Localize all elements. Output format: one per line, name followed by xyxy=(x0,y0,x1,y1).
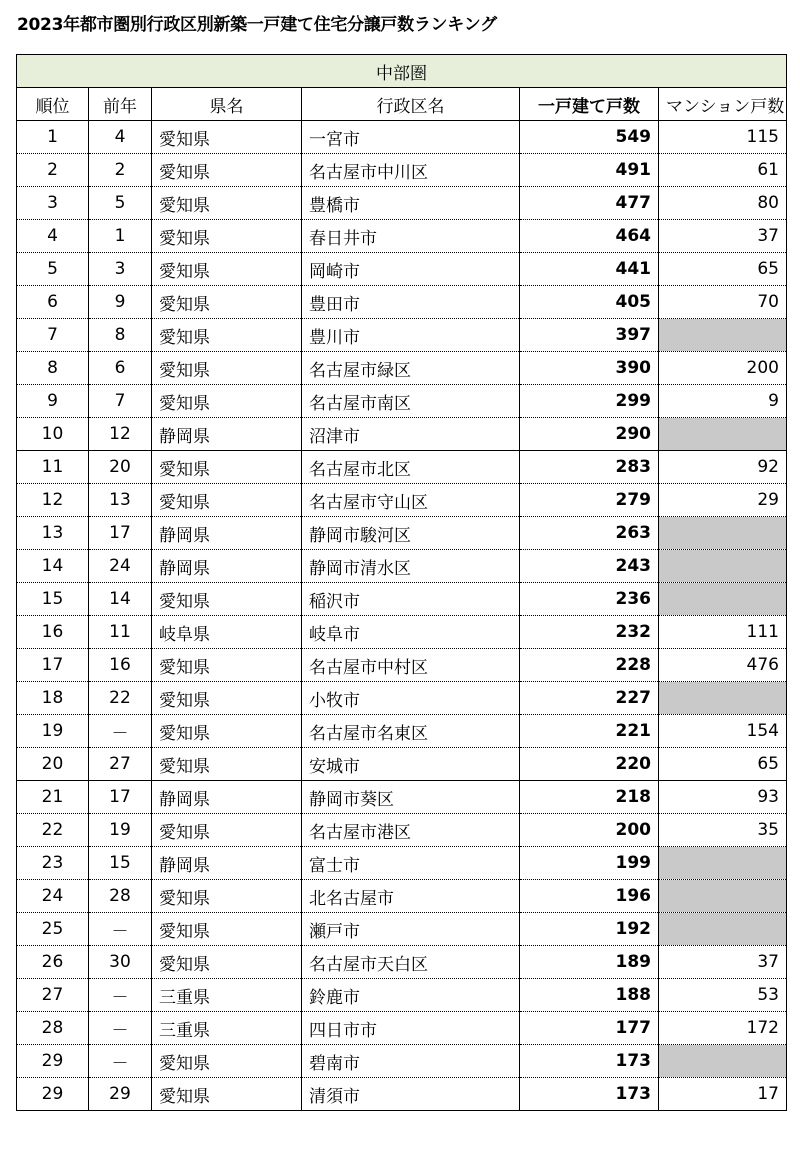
prefecture-cell: 三重県 xyxy=(152,979,302,1012)
house-count-cell: 299 xyxy=(520,385,659,418)
table-row xyxy=(17,187,787,220)
district-cell: 一宮市 xyxy=(302,121,520,154)
prefecture-cell: 愛知県 xyxy=(152,385,302,418)
prev-year-cell: 12 xyxy=(89,418,152,451)
condo-count-cell: 9 xyxy=(659,385,787,418)
rank-cell: 23 xyxy=(17,847,89,880)
condo-count-cell xyxy=(659,418,787,451)
prefecture-cell: 愛知県 xyxy=(152,220,302,253)
table-row xyxy=(17,517,787,550)
district-cell: 稲沢市 xyxy=(302,583,520,616)
district-cell: 静岡市駿河区 xyxy=(302,517,520,550)
house-count-cell: 173 xyxy=(520,1045,659,1078)
district-cell: 名古屋市中川区 xyxy=(302,154,520,187)
district-cell: 春日井市 xyxy=(302,220,520,253)
house-count-cell: 227 xyxy=(520,682,659,715)
rank-cell: 18 xyxy=(17,682,89,715)
rank-cell: 8 xyxy=(17,352,89,385)
rank-cell: 19 xyxy=(17,715,89,748)
house-count-cell: 221 xyxy=(520,715,659,748)
district-cell: 名古屋市中村区 xyxy=(302,649,520,682)
district-cell: 碧南市 xyxy=(302,1045,520,1078)
prev-year-cell: － xyxy=(89,913,152,946)
table-row xyxy=(17,814,787,847)
col-header-rank: 順位 xyxy=(17,88,89,121)
district-cell: 静岡市清水区 xyxy=(302,550,520,583)
ranking-table xyxy=(16,54,787,1111)
table-row xyxy=(17,484,787,517)
prev-year-cell: 29 xyxy=(89,1078,152,1111)
table-row xyxy=(17,847,787,880)
condo-count-cell: 61 xyxy=(659,154,787,187)
prefecture-cell: 岐阜県 xyxy=(152,616,302,649)
condo-count-cell xyxy=(659,550,787,583)
house-count-cell: 173 xyxy=(520,1078,659,1111)
district-cell: 静岡市葵区 xyxy=(302,781,520,814)
condo-count-cell: 17 xyxy=(659,1078,787,1111)
condo-count-cell: 476 xyxy=(659,649,787,682)
condo-count-cell xyxy=(659,880,787,913)
house-count-cell: 220 xyxy=(520,748,659,781)
district-cell: 豊田市 xyxy=(302,286,520,319)
prefecture-cell: 静岡県 xyxy=(152,517,302,550)
rank-cell: 14 xyxy=(17,550,89,583)
house-count-cell: 397 xyxy=(520,319,659,352)
table-row xyxy=(17,1045,787,1078)
prefecture-cell: 愛知県 xyxy=(152,649,302,682)
house-count-cell: 243 xyxy=(520,550,659,583)
district-cell: 名古屋市緑区 xyxy=(302,352,520,385)
condo-count-cell: 115 xyxy=(659,121,787,154)
prev-year-cell: 20 xyxy=(89,451,152,484)
prev-year-cell: 3 xyxy=(89,253,152,286)
rank-cell: 3 xyxy=(17,187,89,220)
district-cell: 富士市 xyxy=(302,847,520,880)
prefecture-cell: 静岡県 xyxy=(152,550,302,583)
house-count-cell: 405 xyxy=(520,286,659,319)
col-header-condo-count: マンション戸数 xyxy=(659,88,787,121)
rank-cell: 29 xyxy=(17,1045,89,1078)
col-header-district: 行政区名 xyxy=(302,88,520,121)
table-row xyxy=(17,946,787,979)
house-count-cell: 549 xyxy=(520,121,659,154)
prev-year-cell: 16 xyxy=(89,649,152,682)
table-row xyxy=(17,715,787,748)
district-cell: 名古屋市南区 xyxy=(302,385,520,418)
prev-year-cell: 1 xyxy=(89,220,152,253)
house-count-cell: 200 xyxy=(520,814,659,847)
prefecture-cell: 愛知県 xyxy=(152,880,302,913)
condo-count-cell: 200 xyxy=(659,352,787,385)
rank-cell: 7 xyxy=(17,319,89,352)
rank-cell: 21 xyxy=(17,781,89,814)
condo-count-cell xyxy=(659,319,787,352)
prev-year-cell: 9 xyxy=(89,286,152,319)
prev-year-cell: － xyxy=(89,1012,152,1045)
house-count-cell: 188 xyxy=(520,979,659,1012)
condo-count-cell: 29 xyxy=(659,484,787,517)
district-cell: 瀬戸市 xyxy=(302,913,520,946)
table-row xyxy=(17,583,787,616)
table-row xyxy=(17,748,787,781)
prefecture-cell: 愛知県 xyxy=(152,583,302,616)
prefecture-cell: 愛知県 xyxy=(152,187,302,220)
table-row xyxy=(17,220,787,253)
district-cell: 北名古屋市 xyxy=(302,880,520,913)
table-row xyxy=(17,121,787,154)
rank-cell: 1 xyxy=(17,121,89,154)
rank-cell: 26 xyxy=(17,946,89,979)
prev-year-cell: 13 xyxy=(89,484,152,517)
house-count-cell: 192 xyxy=(520,913,659,946)
prev-year-cell: － xyxy=(89,715,152,748)
prev-year-cell: － xyxy=(89,1045,152,1078)
rank-cell: 5 xyxy=(17,253,89,286)
house-count-cell: 491 xyxy=(520,154,659,187)
table-row xyxy=(17,286,787,319)
rank-cell: 13 xyxy=(17,517,89,550)
prefecture-cell: 愛知県 xyxy=(152,1078,302,1111)
house-count-cell: 464 xyxy=(520,220,659,253)
condo-count-cell xyxy=(659,913,787,946)
prev-year-cell: 22 xyxy=(89,682,152,715)
rank-cell: 22 xyxy=(17,814,89,847)
rank-cell: 17 xyxy=(17,649,89,682)
house-count-cell: 283 xyxy=(520,451,659,484)
district-cell: 清須市 xyxy=(302,1078,520,1111)
prev-year-cell: 8 xyxy=(89,319,152,352)
condo-count-cell xyxy=(659,1045,787,1078)
prev-year-cell: － xyxy=(89,979,152,1012)
col-header-prefecture: 県名 xyxy=(152,88,302,121)
prefecture-cell: 愛知県 xyxy=(152,154,302,187)
prefecture-cell: 愛知県 xyxy=(152,484,302,517)
house-count-cell: 189 xyxy=(520,946,659,979)
col-header-prev-year: 前年 xyxy=(89,88,152,121)
rank-cell: 27 xyxy=(17,979,89,1012)
house-count-cell: 441 xyxy=(520,253,659,286)
table-row xyxy=(17,649,787,682)
prefecture-cell: 愛知県 xyxy=(152,814,302,847)
condo-count-cell xyxy=(659,682,787,715)
prefecture-cell: 愛知県 xyxy=(152,451,302,484)
condo-count-cell: 37 xyxy=(659,946,787,979)
district-cell: 豊川市 xyxy=(302,319,520,352)
condo-count-cell: 92 xyxy=(659,451,787,484)
district-cell: 鈴鹿市 xyxy=(302,979,520,1012)
rank-cell: 12 xyxy=(17,484,89,517)
rank-cell: 10 xyxy=(17,418,89,451)
condo-count-cell: 65 xyxy=(659,253,787,286)
region-header: 中部圏 xyxy=(17,55,787,88)
district-cell: 豊橋市 xyxy=(302,187,520,220)
prev-year-cell: 19 xyxy=(89,814,152,847)
house-count-cell: 177 xyxy=(520,1012,659,1045)
rank-cell: 9 xyxy=(17,385,89,418)
prev-year-cell: 6 xyxy=(89,352,152,385)
prefecture-cell: 愛知県 xyxy=(152,253,302,286)
condo-count-cell: 53 xyxy=(659,979,787,1012)
table-row xyxy=(17,352,787,385)
district-cell: 名古屋市天白区 xyxy=(302,946,520,979)
condo-count-cell: 65 xyxy=(659,748,787,781)
prefecture-cell: 愛知県 xyxy=(152,121,302,154)
district-cell: 沼津市 xyxy=(302,418,520,451)
rank-cell: 15 xyxy=(17,583,89,616)
prev-year-cell: 17 xyxy=(89,781,152,814)
condo-count-cell xyxy=(659,517,787,550)
prev-year-cell: 15 xyxy=(89,847,152,880)
prefecture-cell: 愛知県 xyxy=(152,946,302,979)
table-row xyxy=(17,682,787,715)
prev-year-cell: 28 xyxy=(89,880,152,913)
house-count-cell: 390 xyxy=(520,352,659,385)
table-row xyxy=(17,913,787,946)
district-cell: 安城市 xyxy=(302,748,520,781)
district-cell: 岡崎市 xyxy=(302,253,520,286)
prev-year-cell: 27 xyxy=(89,748,152,781)
prefecture-cell: 愛知県 xyxy=(152,1045,302,1078)
prefecture-cell: 静岡県 xyxy=(152,781,302,814)
col-header-house-count: 一戸建て戸数 xyxy=(520,88,659,121)
prev-year-cell: 14 xyxy=(89,583,152,616)
table-row xyxy=(17,451,787,484)
page-title: 2023年都市圏別行政区別新築一戸建て住宅分譲戸数ランキング xyxy=(17,15,497,35)
house-count-cell: 279 xyxy=(520,484,659,517)
table-row xyxy=(17,1012,787,1045)
district-cell: 小牧市 xyxy=(302,682,520,715)
rank-cell: 16 xyxy=(17,616,89,649)
table-row xyxy=(17,154,787,187)
condo-count-cell xyxy=(659,847,787,880)
prev-year-cell: 30 xyxy=(89,946,152,979)
prefecture-cell: 愛知県 xyxy=(152,913,302,946)
house-count-cell: 477 xyxy=(520,187,659,220)
table-row xyxy=(17,781,787,814)
rank-cell: 2 xyxy=(17,154,89,187)
table-row xyxy=(17,550,787,583)
prefecture-cell: 愛知県 xyxy=(152,715,302,748)
rank-cell: 4 xyxy=(17,220,89,253)
prefecture-cell: 愛知県 xyxy=(152,352,302,385)
house-count-cell: 290 xyxy=(520,418,659,451)
condo-count-cell: 35 xyxy=(659,814,787,847)
district-cell: 名古屋市港区 xyxy=(302,814,520,847)
district-cell: 四日市市 xyxy=(302,1012,520,1045)
prefecture-cell: 静岡県 xyxy=(152,847,302,880)
condo-count-cell: 93 xyxy=(659,781,787,814)
prefecture-cell: 愛知県 xyxy=(152,748,302,781)
condo-count-cell: 37 xyxy=(659,220,787,253)
table-row xyxy=(17,616,787,649)
table-row xyxy=(17,253,787,286)
prev-year-cell: 17 xyxy=(89,517,152,550)
column-header-row xyxy=(17,88,787,121)
table-row xyxy=(17,880,787,913)
rank-cell: 28 xyxy=(17,1012,89,1045)
district-cell: 名古屋市名東区 xyxy=(302,715,520,748)
house-count-cell: 196 xyxy=(520,880,659,913)
prefecture-cell: 静岡県 xyxy=(152,418,302,451)
rank-cell: 25 xyxy=(17,913,89,946)
district-cell: 名古屋市守山区 xyxy=(302,484,520,517)
prefecture-cell: 愛知県 xyxy=(152,286,302,319)
prev-year-cell: 4 xyxy=(89,121,152,154)
condo-count-cell: 111 xyxy=(659,616,787,649)
prev-year-cell: 5 xyxy=(89,187,152,220)
district-cell: 名古屋市北区 xyxy=(302,451,520,484)
condo-count-cell xyxy=(659,583,787,616)
house-count-cell: 228 xyxy=(520,649,659,682)
house-count-cell: 199 xyxy=(520,847,659,880)
prev-year-cell: 2 xyxy=(89,154,152,187)
prev-year-cell: 24 xyxy=(89,550,152,583)
prefecture-cell: 愛知県 xyxy=(152,682,302,715)
table-row xyxy=(17,979,787,1012)
rank-cell: 20 xyxy=(17,748,89,781)
table-row xyxy=(17,319,787,352)
prefecture-cell: 愛知県 xyxy=(152,319,302,352)
condo-count-cell: 154 xyxy=(659,715,787,748)
rank-cell: 6 xyxy=(17,286,89,319)
rank-cell: 24 xyxy=(17,880,89,913)
rank-cell: 29 xyxy=(17,1078,89,1111)
condo-count-cell: 70 xyxy=(659,286,787,319)
house-count-cell: 263 xyxy=(520,517,659,550)
rank-cell: 11 xyxy=(17,451,89,484)
prev-year-cell: 7 xyxy=(89,385,152,418)
table-row xyxy=(17,418,787,451)
prefecture-cell: 三重県 xyxy=(152,1012,302,1045)
condo-count-cell: 80 xyxy=(659,187,787,220)
condo-count-cell: 172 xyxy=(659,1012,787,1045)
house-count-cell: 218 xyxy=(520,781,659,814)
prev-year-cell: 11 xyxy=(89,616,152,649)
table-row xyxy=(17,385,787,418)
house-count-cell: 232 xyxy=(520,616,659,649)
table-row xyxy=(17,1078,787,1111)
district-cell: 岐阜市 xyxy=(302,616,520,649)
house-count-cell: 236 xyxy=(520,583,659,616)
